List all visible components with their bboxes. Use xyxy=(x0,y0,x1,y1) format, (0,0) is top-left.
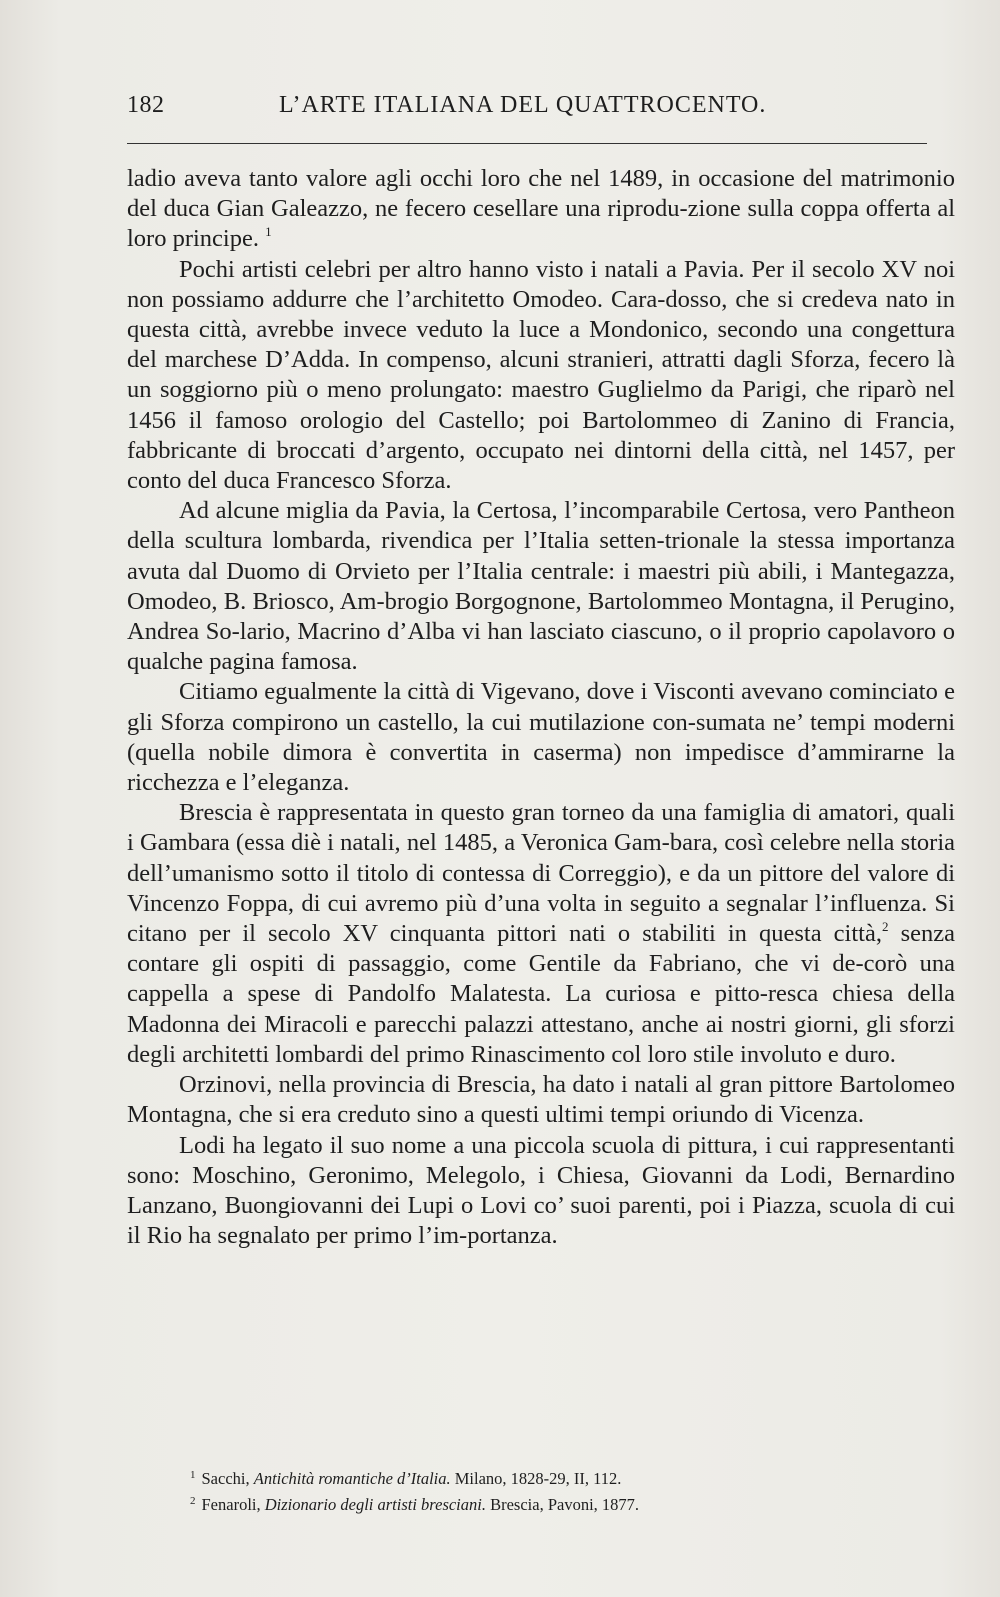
footnote-details: Milano, 1828-29, II, 112. xyxy=(454,1469,622,1488)
footnote-details: Brescia, Pavoni, 1877. xyxy=(490,1495,640,1514)
paragraph-1 xyxy=(127,164,955,255)
footnote-1 xyxy=(190,1464,930,1490)
paragraph-5-text-a: Brescia è rappresentata in questo gran torneo da una famiglia di amatori, quali i Gambara (essa diè i natali, nel 1485, a Veronica Gam-bara, così celebre nella storia dell’umanismo sotto il titolo di contessa di Correggio), e da un pittore del valore di Vincenzo Foppa, di cui avremo più d’una volta in seguito a segnalar l’influenza. Si citano per il secolo XV cinquanta pittori nati o stabiliti in questa città, xyxy=(127,799,955,948)
footnotes xyxy=(190,1464,930,1516)
footnote-mark: 2 xyxy=(190,1495,196,1507)
footnote-ref-2: 2 xyxy=(881,919,889,935)
paragraph-4: Citiamo egualmente la città di Vigevano, dove i Visconti avevano cominciato e gli Sforza compirono un castello, la cui mutilazione con-sumata ne’ tempi moderni (quella nobile dimora è convertita in caserma) non impedisce d’ammirarne la ricchezza e l’eleganza. xyxy=(127,678,955,797)
footnote-title: Antichità romantiche d’Italia. xyxy=(253,1469,451,1488)
paragraph-5 xyxy=(127,798,955,1070)
header-rule xyxy=(127,143,927,144)
paragraph-3: Ad alcune miglia da Pavia, la Certosa, l’incomparabile Certosa, vero Pantheon della scultura lombarda, rivendica per l’Italia setten-trionale la stessa importanza avuta dal Duomo di Orvieto per l’Italia centrale: i maestri più abili, i Mantegazza, Omodeo, B. Briosco, Am-brogio Borgognone, Bartolommeo Montagna, il Perugino, Andrea So-lario, Macrino d’Alba vi han lasciato ciascuno, o il proprio capolavoro o qualche pagina famosa. xyxy=(127,497,955,676)
paragraph-2: Pochi artisti celebri per altro hanno visto i natali a Pavia. Per il secolo XV noi non possiamo addurre che l’architetto Omodeo. Cara-dosso, che si credeva nato in questa città, avrebbe invece veduto la luce a Mondonico, secondo una congettura del marchese D’Adda. In compenso, alcuni stranieri, attratti dagli Sforza, fecero là un soggiorno più o meno prolungato: maestro Guglielmo da Parigi, che riparò nel 1456 il famoso orologio del Castello; poi Bartolommeo di Zanino di Francia, fabbricante di broccati d’argento, occupato nei dintorni della città, nel 1457, per conto del duca Francesco Sforza. xyxy=(127,255,955,495)
footnote-author: Fenaroli, xyxy=(201,1495,261,1514)
footnote-author: Sacchi, xyxy=(201,1469,250,1488)
footnote-ref-1: 1 xyxy=(265,224,272,240)
paragraph-6: Orzinovi, nella provincia di Brescia, ha dato i natali al gran pittore Bartolomeo Montagna, che si era creduto sino a questi ultimi tempi oriundo di Vicenza. xyxy=(127,1071,955,1129)
footnote-mark: 1 xyxy=(190,1469,196,1481)
paragraph-7: Lodi ha legato il suo nome a una piccola scuola di pittura, i cui rappresentanti sono: Moschino, Geronimo, Melegolo, i Chiesa, Giovanni da Lodi, Bernardino Lanzano, Buongiovanni dei Lupi o Lovi co’ suoi parenti, poi i Piazza, scuola di cui il Rio ha segnalato per primo l’im-portanza. xyxy=(127,1131,955,1250)
paragraph-5-text-b: senza contare gli ospiti di passaggio, come Gentile da Fabriano, che vi de-corò una cappella a spese di Pandolfo Malatesta. La curiosa e pitto-resca chiesa della Madonna dei Miracoli e parecchi palazzi attestano, anche ai nostri giorni, gli sforzi degli architetti lombardi del primo Rinascimento col loro stile involuto e duro. xyxy=(127,920,955,1068)
running-title: L’ARTE ITALIANA DEL QUATTROCENTO. xyxy=(279,92,767,118)
footnote-title: Dizionario degli artisti bresciani. xyxy=(264,1495,486,1514)
page-number: 182 xyxy=(127,92,165,118)
page-header xyxy=(127,92,927,128)
footnote-2 xyxy=(190,1490,930,1516)
paragraph-1-text: ladio aveva tanto valore agli occhi loro che nel 1489, in occasione del matrimonio del duca Gian Galeazzo, ne fecero cesellare una riprodu-zione sulla coppa offerta al loro principe. xyxy=(127,165,955,253)
body-text xyxy=(127,164,955,1251)
